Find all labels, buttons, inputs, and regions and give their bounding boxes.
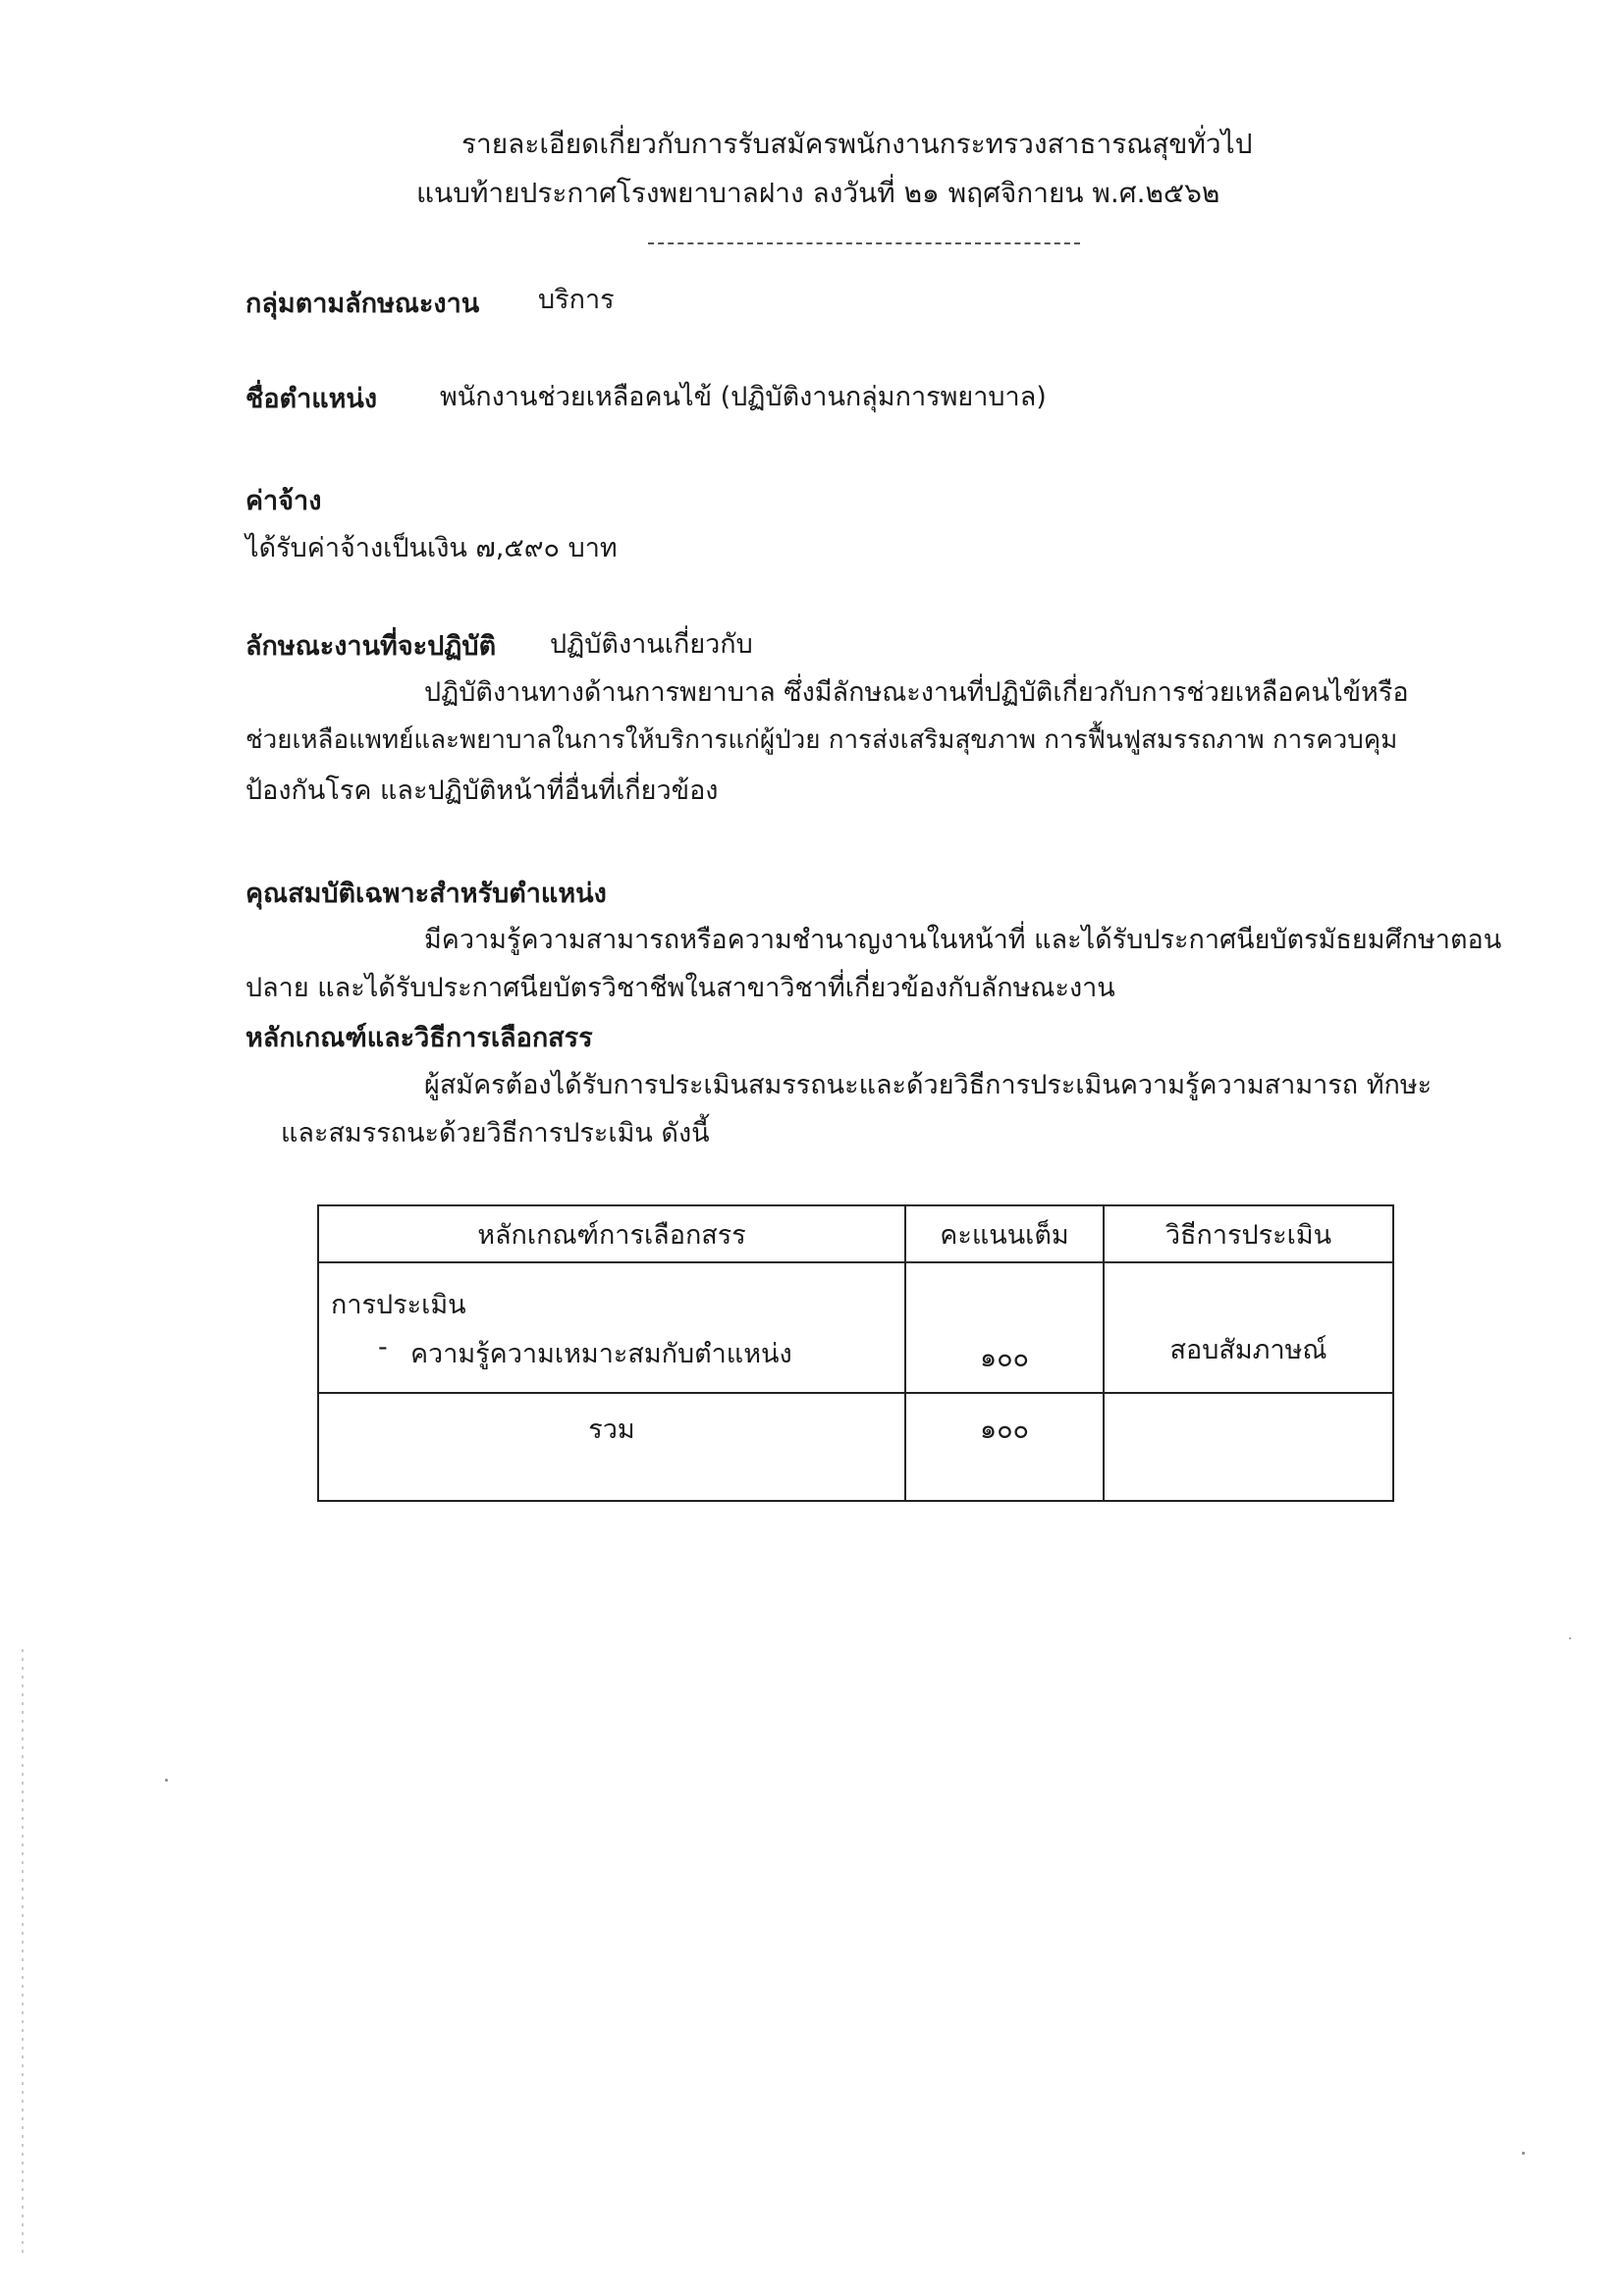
job-group-label: กลุ่มตามลักษณะงาน: [245, 289, 480, 319]
duties-line: ป้องกันโรค และปฏิบัติหน้าที่อื่นที่เกี่ยวข้อง: [245, 775, 719, 806]
total-score: ๑๐๐: [979, 1415, 1030, 1445]
document-subtitle: แนบท้ายประกาศโรงพยาบาลฝาง ลงวันที่ ๒๑ พฤศจิกายน พ.ศ.๒๕๖๒: [416, 177, 1220, 209]
total-score-cell: [905, 1393, 1104, 1501]
table-header-row: [318, 1205, 1393, 1262]
qualifications-label: คุณสมบัติเฉพาะสำหรับตำแหน่ง: [245, 879, 607, 909]
total-method-cell: [1104, 1393, 1393, 1501]
table-total-row: [318, 1393, 1393, 1501]
bullet-dash: -: [378, 1332, 388, 1362]
scan-edge-artifact: [22, 1649, 24, 2258]
criterion-text: ความรู้ความเหมาะสมกับตำแหน่ง: [410, 1339, 792, 1369]
wage-text: ได้รับค่าจ้างเป็นเงิน ๗,๕๙๐ บาท: [245, 533, 618, 563]
method-value: สอบสัมภาษณ์: [1169, 1335, 1327, 1365]
scan-speck: [1522, 2152, 1525, 2155]
qualifications-line: มีความรู้ความสามารถหรือความชำนาญงานในหน้าที่ และได้รับประกาศนียบัตรมัธยมศึกษาตอน: [424, 925, 1502, 955]
document-title: รายละเอียดเกี่ยวกับการรับสมัครพนักงานกระทรวงสาธารณสุขทั่วไป: [461, 128, 1253, 160]
scan-speck: [165, 1779, 168, 1782]
score-value: ๑๐๐: [979, 1343, 1030, 1373]
selection-line: และสมรรถนะด้วยวิธีการประเมิน ดังนี้: [281, 1118, 710, 1148]
selection-line: ผู้สมัครต้องได้รับการประเมินสมรรถนะและด้วยวิธีการประเมินความรู้ความสามารถ ทักษะ: [424, 1070, 1433, 1100]
table-row: [318, 1262, 1393, 1393]
duties-intro: ปฏิบัติงานเกี่ยวกับ: [550, 629, 753, 660]
selection-criteria-table: [317, 1204, 1394, 1502]
wage-label: ค่าจ้าง: [245, 486, 322, 516]
score-header: คะแนนเต็ม: [905, 1205, 1104, 1262]
score-cell: [905, 1262, 1104, 1393]
method-cell: [1104, 1262, 1393, 1393]
scan-speck: [1569, 1637, 1571, 1639]
duties-line: ช่วยเหลือแพทย์และพยาบาลในการให้บริการแก่ผู้ป่วย การส่งเสริมสุขภาพ การฟื้นฟูสมรรถภาพ การควบคุม: [245, 725, 1398, 755]
duties-label: ลักษณะงานที่จะปฏิบัติ: [245, 631, 497, 662]
header-divider: [648, 242, 1080, 244]
position-value: พนักงานช่วยเหลือคนไข้ (ปฏิบัติงานกลุ่มการพยาบาล): [440, 382, 1047, 412]
qualifications-line: ปลาย และได้รับประกาศนียบัตรวิชาชีพในสาขาวิชาที่เกี่ยวข้องกับลักษณะงาน: [245, 973, 1115, 1003]
criteria-cell: [318, 1262, 905, 1393]
total-label: รวม: [588, 1415, 635, 1445]
method-header: วิธีการประเมิน: [1104, 1205, 1393, 1262]
total-label-cell: [318, 1393, 905, 1501]
section-label: การประเมิน: [331, 1290, 466, 1320]
duties-line: ปฏิบัติงานทางด้านการพยาบาล ซึ่งมีลักษณะงานที่ปฏิบัติเกี่ยวกับการช่วยเหลือคนไข้หรือ: [424, 677, 1409, 708]
criteria-header: หลักเกณฑ์การเลือกสรร: [318, 1205, 905, 1262]
position-label: ชื่อตำแหน่ง: [245, 384, 378, 414]
selection-label: หลักเกณฑ์และวิธีการเลือกสรร: [245, 1023, 593, 1053]
job-group-value: บริการ: [538, 285, 615, 315]
